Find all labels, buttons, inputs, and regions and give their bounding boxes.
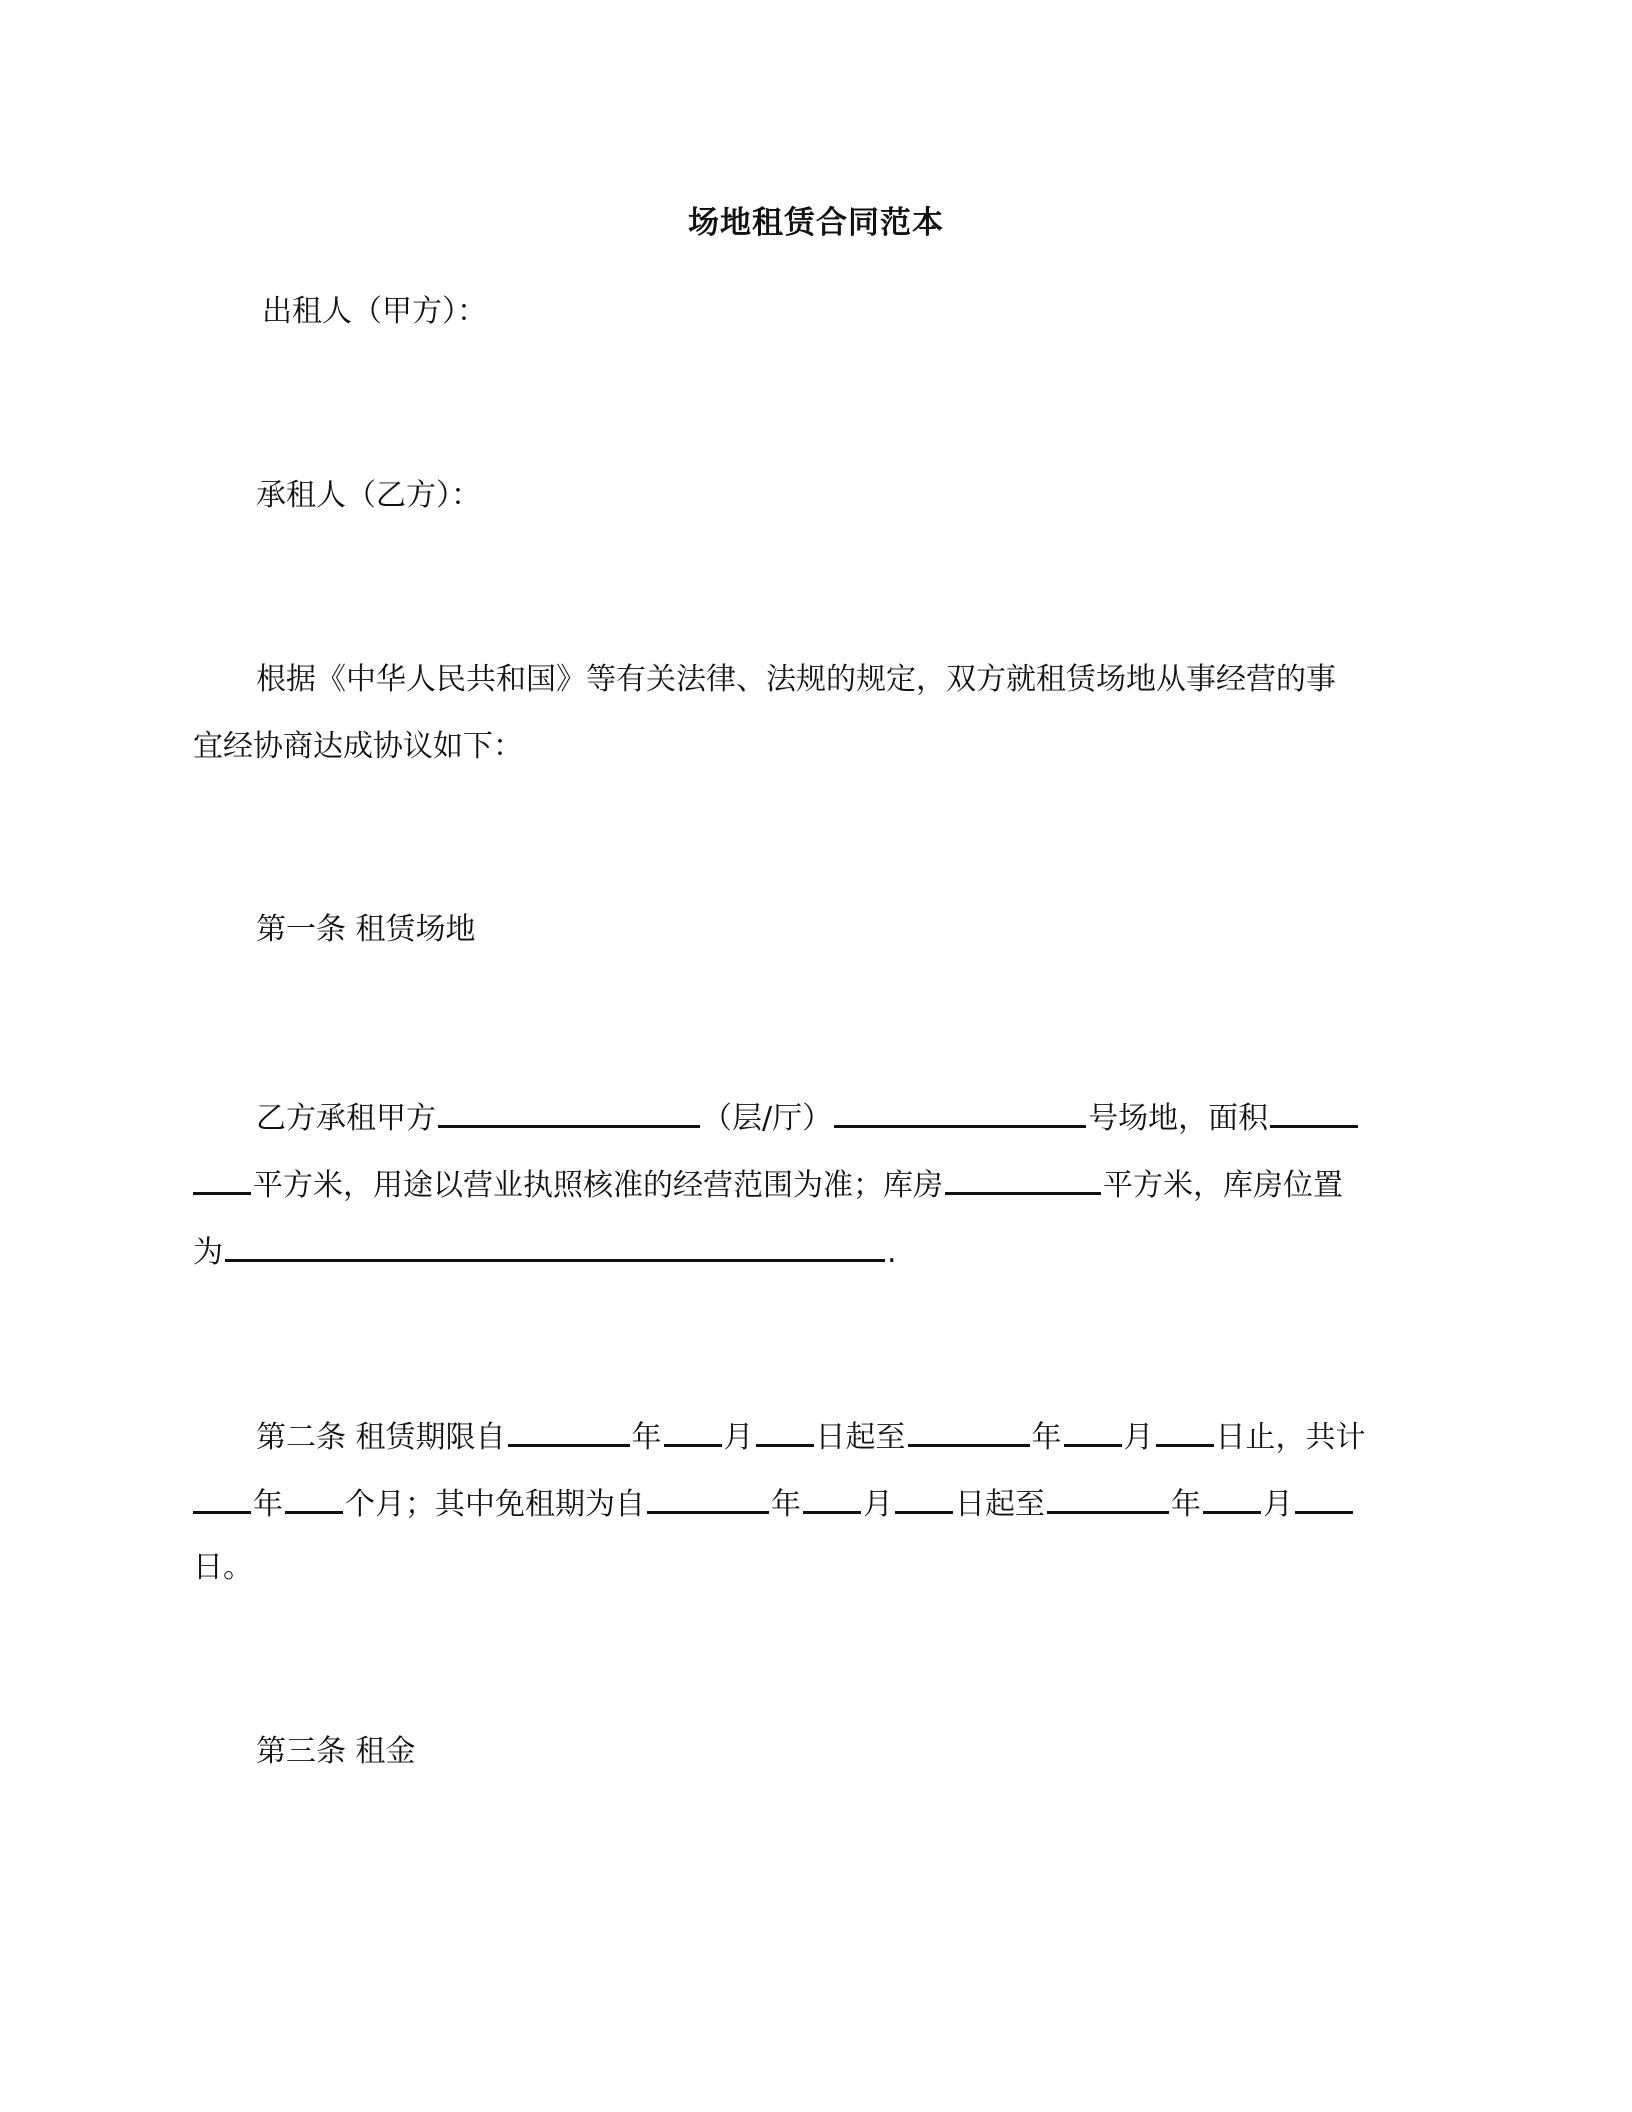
article-2-text: 日起至 [955,1487,1045,1522]
blank-field[interactable] [193,1481,251,1514]
article-2-line-1 [256,1414,1366,1458]
blank-field[interactable] [225,1229,885,1262]
blank-field[interactable] [664,1414,722,1447]
blank-field[interactable] [1156,1414,1214,1447]
blank-field[interactable] [1047,1481,1169,1514]
article-2-text: 年 [253,1487,283,1522]
article-2-text: 月 [723,1420,754,1455]
article-1-text: . [887,1235,897,1270]
article-2-text: 年 [771,1487,801,1522]
article-1-text: （层/厅） [702,1101,833,1136]
article-2-text: 日止，共计 [1215,1420,1366,1455]
article-2-text: 个月；其中免租期为自 [345,1487,645,1522]
article-1-text: 号场地，面积 [1088,1101,1269,1136]
preamble-line-2: 宜经协商达成协议如下： [193,729,523,764]
article-2-text: 年 [1031,1420,1062,1455]
blank-field[interactable] [908,1414,1030,1447]
blank-field[interactable] [647,1481,769,1514]
article-1-line-3 [193,1229,897,1273]
blank-field[interactable] [945,1162,1101,1195]
article-1-text: 乙方承租甲方 [256,1101,436,1136]
blank-field[interactable] [895,1481,953,1514]
article-2-text: 月 [1123,1420,1154,1455]
article-2-text: 月 [863,1487,893,1522]
blank-field[interactable] [508,1414,630,1447]
article-1-text: 平方米，用途以营业执照核准的经营范围为准；库房 [253,1168,943,1203]
blank-field[interactable] [1064,1414,1122,1447]
article-2-text: 年 [631,1420,662,1455]
preamble-line-1: 根据《中华人民共和国》等有关法律、法规的规定，双方就租赁场地从事经营的事 [256,662,1336,697]
party-b-label: 承租人（乙方）： [256,478,481,513]
article-2-text: 第二条 租赁期限自 [256,1420,506,1455]
article-1-text: 平方米，库房位置 [1103,1168,1343,1203]
article-2-text: 年 [1171,1487,1201,1522]
blank-field[interactable] [1295,1481,1353,1514]
article-1-heading: 第一条 租赁场地 [256,912,476,947]
blank-field[interactable] [193,1162,251,1195]
blank-field[interactable] [1203,1481,1261,1514]
blank-field[interactable] [1270,1095,1358,1128]
article-2-line-2 [193,1481,1355,1525]
blank-field[interactable] [834,1095,1086,1128]
article-2-text: 月 [1263,1487,1293,1522]
blank-field[interactable] [756,1414,814,1447]
article-2-text: 日起至 [815,1420,906,1455]
article-3-heading: 第三条 租金 [256,1734,416,1769]
party-a-label: 出租人（甲方）： [262,294,487,329]
blank-field[interactable] [803,1481,861,1514]
blank-field[interactable] [438,1095,700,1128]
blank-field[interactable] [285,1481,343,1514]
article-2-line-3: 日。 [193,1550,253,1585]
article-1-line-2 [193,1162,1343,1206]
article-1-line-1 [256,1095,1360,1139]
article-1-text: 为 [193,1235,223,1270]
document-title: 场地租赁合同范本 [688,205,944,241]
